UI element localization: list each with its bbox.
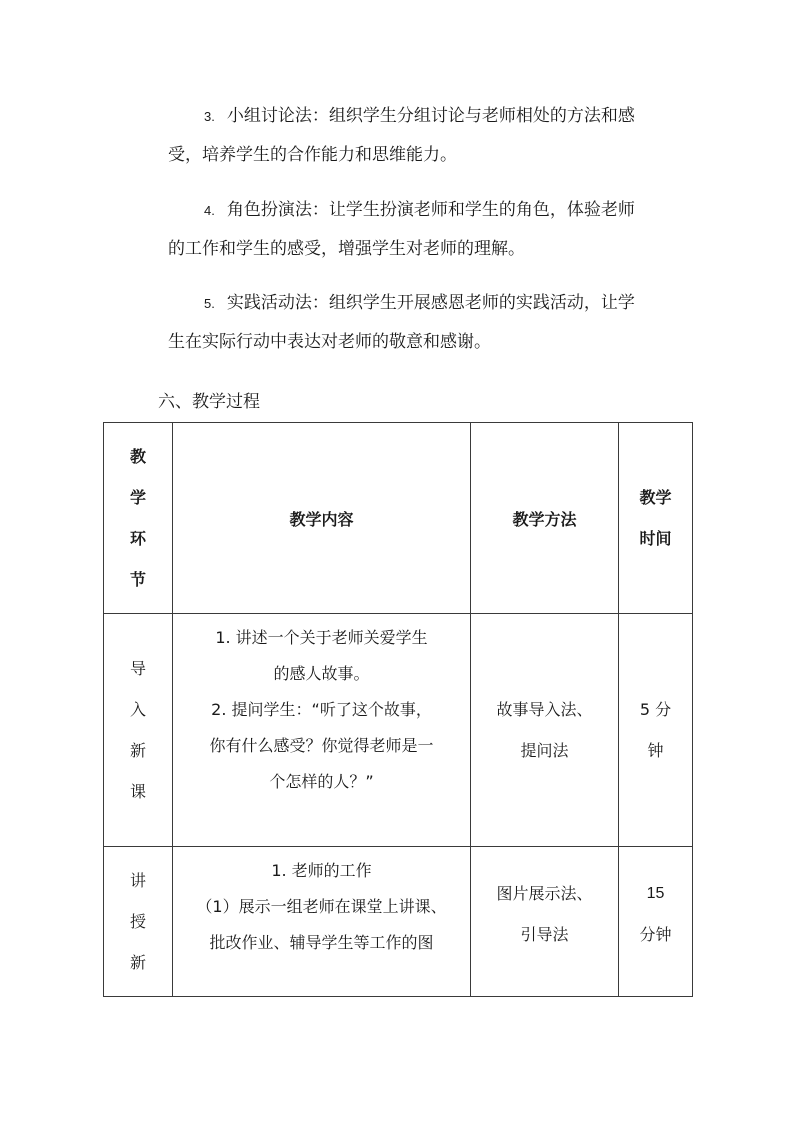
row-stage: 讲 授 新	[104, 847, 173, 997]
paragraph-method-5	[168, 284, 680, 361]
row-method: 故事导入法、 提问法	[471, 614, 619, 847]
table-row	[104, 614, 693, 847]
header-stage: 教 学 环 节	[104, 423, 173, 614]
row-time: 15 分钟	[619, 847, 693, 997]
table-row	[104, 847, 693, 997]
paragraph-continuation: 受，培养学生的合作能力和思维能力。	[168, 145, 457, 165]
header-content: 教学内容	[173, 423, 471, 614]
paragraph-first-line: 3. 小组讨论法：组织学生分组讨论与老师相处的方法和感	[204, 106, 635, 126]
paragraph-continuation: 生在实际行动中表达对老师的敬意和感谢。	[168, 332, 491, 352]
header-time: 教学 时间	[619, 423, 693, 614]
row-time: 5 分 钟	[619, 614, 693, 847]
teaching-process-table	[103, 422, 693, 997]
list-number: 3.	[204, 109, 215, 124]
row-content: 1. 讲述一个关于老师关爱学生 的感人故事。 2. 提问学生：“听了这个故事， 你有什么感受？你觉得老师是一 个怎样的人？”	[173, 614, 471, 847]
list-number: 4.	[204, 203, 215, 218]
paragraph-continuation: 的工作和学生的感受，增强学生对老师的理解。	[168, 239, 525, 259]
paragraph-method-4	[168, 191, 680, 268]
section-heading: 六、教学过程	[158, 392, 260, 412]
row-method: 图片展示法、 引导法	[471, 847, 619, 997]
table-header-row	[104, 423, 693, 614]
row-stage: 导 入 新 课	[104, 614, 173, 847]
list-number: 5.	[204, 296, 215, 311]
paragraph-first-line: 5. 实践活动法：组织学生开展感恩老师的实践活动，让学	[204, 293, 635, 313]
paragraph-method-3	[168, 97, 680, 174]
row-content: 1. 老师的工作 （1）展示一组老师在课堂上讲课、 批改作业、辅导学生等工作的图	[173, 847, 471, 997]
paragraph-first-line: 4. 角色扮演法：让学生扮演老师和学生的角色，体验老师	[204, 200, 635, 220]
header-method: 教学方法	[471, 423, 619, 614]
